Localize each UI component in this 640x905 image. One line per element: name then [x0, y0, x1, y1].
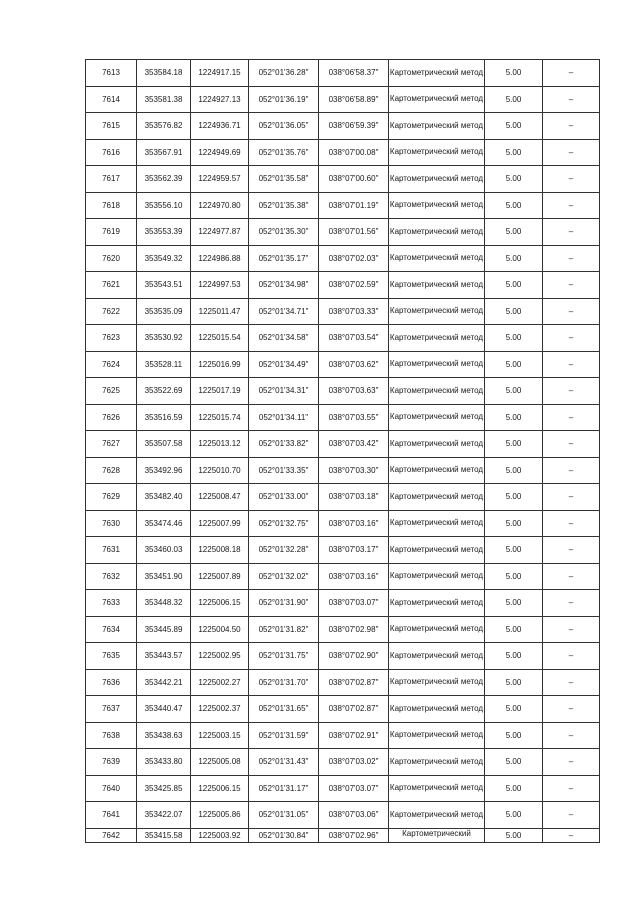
note-cell: –	[543, 351, 600, 378]
note-cell: –	[543, 245, 600, 272]
accuracy-cell: 5.00	[485, 139, 543, 166]
point-number-cell: 7618	[86, 192, 137, 219]
x-coordinate-cell: 353492.96	[137, 457, 191, 484]
x-coordinate-cell: 353576.82	[137, 113, 191, 140]
y-coordinate-cell: 1225002.95	[191, 643, 249, 670]
table-row	[86, 431, 600, 458]
longitude-cell: 038°06'59.39"	[319, 113, 389, 140]
table-row	[86, 351, 600, 378]
point-number-cell: 7641	[86, 802, 137, 829]
note-cell: –	[543, 696, 600, 723]
latitude-cell: 052°01'31.70"	[249, 669, 319, 696]
point-number-cell: 7636	[86, 669, 137, 696]
method-cell: Картометрический метод	[389, 749, 485, 776]
y-coordinate-cell: 1225016.99	[191, 351, 249, 378]
longitude-cell: 038°07'03.06"	[319, 802, 389, 829]
accuracy-cell: 5.00	[485, 272, 543, 299]
point-number-cell: 7623	[86, 325, 137, 352]
point-number-cell: 7640	[86, 775, 137, 802]
note-cell: –	[543, 272, 600, 299]
y-coordinate-cell: 1225006.15	[191, 775, 249, 802]
latitude-cell: 052°01'35.76"	[249, 139, 319, 166]
y-coordinate-cell: 1225013.12	[191, 431, 249, 458]
method-cell: Картометрический метод	[389, 643, 485, 670]
latitude-cell: 052°01'31.90"	[249, 590, 319, 617]
x-coordinate-cell: 353448.32	[137, 590, 191, 617]
table-row	[86, 219, 600, 246]
longitude-cell: 038°07'03.33"	[319, 298, 389, 325]
table-row	[86, 86, 600, 113]
point-number-cell: 7628	[86, 457, 137, 484]
point-number-cell: 7619	[86, 219, 137, 246]
longitude-cell: 038°07'00.08"	[319, 139, 389, 166]
accuracy-cell: 5.00	[485, 86, 543, 113]
x-coordinate-cell: 353425.85	[137, 775, 191, 802]
x-coordinate-cell: 353415.58	[137, 828, 191, 842]
y-coordinate-cell: 1225015.74	[191, 404, 249, 431]
y-coordinate-cell: 1224977.87	[191, 219, 249, 246]
table-row	[86, 378, 600, 405]
longitude-cell: 038°07'03.42"	[319, 431, 389, 458]
method-cell: Картометрический метод	[389, 590, 485, 617]
latitude-cell: 052°01'34.58"	[249, 325, 319, 352]
x-coordinate-cell: 353422.07	[137, 802, 191, 829]
note-cell: –	[543, 298, 600, 325]
note-cell: –	[543, 113, 600, 140]
note-cell: –	[543, 775, 600, 802]
latitude-cell: 052°01'32.02"	[249, 563, 319, 590]
y-coordinate-cell: 1225015.54	[191, 325, 249, 352]
y-coordinate-cell: 1225004.50	[191, 616, 249, 643]
accuracy-cell: 5.00	[485, 643, 543, 670]
longitude-cell: 038°07'02.59"	[319, 272, 389, 299]
longitude-cell: 038°07'03.07"	[319, 775, 389, 802]
latitude-cell: 052°01'30.84"	[249, 828, 319, 842]
table-row	[86, 563, 600, 590]
x-coordinate-cell: 353482.40	[137, 484, 191, 511]
y-coordinate-cell: 1224986.88	[191, 245, 249, 272]
accuracy-cell: 5.00	[485, 192, 543, 219]
accuracy-cell: 5.00	[485, 219, 543, 246]
point-number-cell: 7635	[86, 643, 137, 670]
point-number-cell: 7625	[86, 378, 137, 405]
point-number-cell: 7629	[86, 484, 137, 511]
accuracy-cell: 5.00	[485, 431, 543, 458]
accuracy-cell: 5.00	[485, 378, 543, 405]
latitude-cell: 052°01'33.35"	[249, 457, 319, 484]
note-cell: –	[543, 139, 600, 166]
note-cell: –	[543, 590, 600, 617]
table-row	[86, 775, 600, 802]
note-cell: –	[543, 802, 600, 829]
x-coordinate-cell: 353443.57	[137, 643, 191, 670]
table-row	[86, 802, 600, 829]
point-number-cell: 7622	[86, 298, 137, 325]
longitude-cell: 038°07'02.96"	[319, 828, 389, 842]
y-coordinate-cell: 1225008.18	[191, 537, 249, 564]
point-number-cell: 7614	[86, 86, 137, 113]
accuracy-cell: 5.00	[485, 749, 543, 776]
table-row	[86, 669, 600, 696]
x-coordinate-cell: 353556.10	[137, 192, 191, 219]
method-cell: Картометрический метод	[389, 219, 485, 246]
point-number-cell: 7627	[86, 431, 137, 458]
method-cell: Картометрический метод	[389, 139, 485, 166]
longitude-cell: 038°07'03.30"	[319, 457, 389, 484]
x-coordinate-cell: 353433.80	[137, 749, 191, 776]
table-row	[86, 139, 600, 166]
latitude-cell: 052°01'34.71"	[249, 298, 319, 325]
accuracy-cell: 5.00	[485, 775, 543, 802]
x-coordinate-cell: 353522.69	[137, 378, 191, 405]
point-number-cell: 7626	[86, 404, 137, 431]
method-cell: Картометрический метод	[389, 113, 485, 140]
longitude-cell: 038°07'02.91"	[319, 722, 389, 749]
accuracy-cell: 5.00	[485, 696, 543, 723]
point-number-cell: 7630	[86, 510, 137, 537]
document-page	[85, 59, 599, 843]
y-coordinate-cell: 1225017.19	[191, 378, 249, 405]
x-coordinate-cell: 353442.21	[137, 669, 191, 696]
longitude-cell: 038°07'02.87"	[319, 669, 389, 696]
latitude-cell: 052°01'31.82"	[249, 616, 319, 643]
method-cell: Картометрический метод	[389, 722, 485, 749]
longitude-cell: 038°07'03.07"	[319, 590, 389, 617]
y-coordinate-cell: 1225005.86	[191, 802, 249, 829]
point-number-cell: 7631	[86, 537, 137, 564]
table-row	[86, 537, 600, 564]
latitude-cell: 052°01'35.38"	[249, 192, 319, 219]
y-coordinate-cell: 1225011.47	[191, 298, 249, 325]
x-coordinate-cell: 353549.32	[137, 245, 191, 272]
note-cell: –	[543, 378, 600, 405]
longitude-cell: 038°07'02.90"	[319, 643, 389, 670]
coordinates-table	[85, 59, 600, 843]
accuracy-cell: 5.00	[485, 510, 543, 537]
y-coordinate-cell: 1224949.69	[191, 139, 249, 166]
longitude-cell: 038°07'03.62"	[319, 351, 389, 378]
note-cell: –	[543, 431, 600, 458]
longitude-cell: 038°07'03.17"	[319, 537, 389, 564]
y-coordinate-cell: 1225008.47	[191, 484, 249, 511]
x-coordinate-cell: 353445.89	[137, 616, 191, 643]
y-coordinate-cell: 1224970.80	[191, 192, 249, 219]
y-coordinate-cell: 1224936.71	[191, 113, 249, 140]
method-cell: Картометрический метод	[389, 696, 485, 723]
table-row	[86, 590, 600, 617]
point-number-cell: 7639	[86, 749, 137, 776]
point-number-cell: 7613	[86, 60, 137, 87]
latitude-cell: 052°01'36.19"	[249, 86, 319, 113]
longitude-cell: 038°07'03.02"	[319, 749, 389, 776]
accuracy-cell: 5.00	[485, 563, 543, 590]
point-number-cell: 7621	[86, 272, 137, 299]
point-number-cell: 7617	[86, 166, 137, 193]
method-cell: Картометрический метод	[389, 510, 485, 537]
latitude-cell: 052°01'32.75"	[249, 510, 319, 537]
table-row	[86, 616, 600, 643]
y-coordinate-cell: 1225002.37	[191, 696, 249, 723]
point-number-cell: 7616	[86, 139, 137, 166]
accuracy-cell: 5.00	[485, 404, 543, 431]
table-row	[86, 749, 600, 776]
method-cell: Картометрический метод	[389, 378, 485, 405]
longitude-cell: 038°07'03.18"	[319, 484, 389, 511]
point-number-cell: 7638	[86, 722, 137, 749]
accuracy-cell: 5.00	[485, 537, 543, 564]
latitude-cell: 052°01'31.65"	[249, 696, 319, 723]
x-coordinate-cell: 353562.39	[137, 166, 191, 193]
note-cell: –	[543, 722, 600, 749]
x-coordinate-cell: 353507.58	[137, 431, 191, 458]
accuracy-cell: 5.00	[485, 669, 543, 696]
longitude-cell: 038°07'03.16"	[319, 510, 389, 537]
accuracy-cell: 5.00	[485, 166, 543, 193]
latitude-cell: 052°01'31.75"	[249, 643, 319, 670]
latitude-cell: 052°01'36.28"	[249, 60, 319, 87]
note-cell: –	[543, 484, 600, 511]
accuracy-cell: 5.00	[485, 325, 543, 352]
longitude-cell: 038°07'01.56"	[319, 219, 389, 246]
latitude-cell: 052°01'33.00"	[249, 484, 319, 511]
x-coordinate-cell: 353543.51	[137, 272, 191, 299]
y-coordinate-cell: 1225003.15	[191, 722, 249, 749]
note-cell: –	[543, 537, 600, 564]
longitude-cell: 038°07'02.87"	[319, 696, 389, 723]
method-cell: Картометрический метод	[389, 431, 485, 458]
accuracy-cell: 5.00	[485, 616, 543, 643]
note-cell: –	[543, 643, 600, 670]
table-row	[86, 722, 600, 749]
table-row	[86, 192, 600, 219]
latitude-cell: 052°01'31.17"	[249, 775, 319, 802]
x-coordinate-cell: 353528.11	[137, 351, 191, 378]
longitude-cell: 038°06'58.89"	[319, 86, 389, 113]
table-body	[86, 60, 600, 843]
note-cell: –	[543, 510, 600, 537]
method-cell: Картометрический метод	[389, 775, 485, 802]
x-coordinate-cell: 353438.63	[137, 722, 191, 749]
longitude-cell: 038°07'03.16"	[319, 563, 389, 590]
x-coordinate-cell: 353584.18	[137, 60, 191, 87]
latitude-cell: 052°01'31.59"	[249, 722, 319, 749]
method-cell: Картометрический метод	[389, 563, 485, 590]
accuracy-cell: 5.00	[485, 60, 543, 87]
longitude-cell: 038°07'03.63"	[319, 378, 389, 405]
accuracy-cell: 5.00	[485, 802, 543, 829]
method-cell: Картометрический метод	[389, 802, 485, 829]
y-coordinate-cell: 1225007.89	[191, 563, 249, 590]
y-coordinate-cell: 1224959.57	[191, 166, 249, 193]
x-coordinate-cell: 353581.38	[137, 86, 191, 113]
y-coordinate-cell: 1225003.92	[191, 828, 249, 842]
table-row	[86, 113, 600, 140]
longitude-cell: 038°07'02.03"	[319, 245, 389, 272]
method-cell: Картометрический метод	[389, 86, 485, 113]
note-cell: –	[543, 166, 600, 193]
y-coordinate-cell: 1225006.15	[191, 590, 249, 617]
latitude-cell: 052°01'36.05"	[249, 113, 319, 140]
table-row	[86, 245, 600, 272]
method-cell: Картометрический метод	[389, 272, 485, 299]
table-row	[86, 166, 600, 193]
table-row	[86, 484, 600, 511]
point-number-cell: 7634	[86, 616, 137, 643]
latitude-cell: 052°01'31.43"	[249, 749, 319, 776]
table-row	[86, 510, 600, 537]
accuracy-cell: 5.00	[485, 457, 543, 484]
x-coordinate-cell: 353535.09	[137, 298, 191, 325]
point-number-cell: 7620	[86, 245, 137, 272]
table-row	[86, 298, 600, 325]
longitude-cell: 038°06'58.37"	[319, 60, 389, 87]
method-cell: Картометрический	[389, 828, 485, 842]
note-cell: –	[543, 404, 600, 431]
y-coordinate-cell: 1225007.99	[191, 510, 249, 537]
latitude-cell: 052°01'34.49"	[249, 351, 319, 378]
accuracy-cell: 5.00	[485, 113, 543, 140]
note-cell: –	[543, 749, 600, 776]
method-cell: Картометрический метод	[389, 166, 485, 193]
note-cell: –	[543, 86, 600, 113]
x-coordinate-cell: 353451.90	[137, 563, 191, 590]
accuracy-cell: 5.00	[485, 590, 543, 617]
latitude-cell: 052°01'34.31"	[249, 378, 319, 405]
method-cell: Картометрический метод	[389, 669, 485, 696]
x-coordinate-cell: 353516.59	[137, 404, 191, 431]
point-number-cell: 7633	[86, 590, 137, 617]
note-cell: –	[543, 325, 600, 352]
accuracy-cell: 5.00	[485, 722, 543, 749]
note-cell: –	[543, 563, 600, 590]
x-coordinate-cell: 353460.03	[137, 537, 191, 564]
method-cell: Картометрический метод	[389, 60, 485, 87]
longitude-cell: 038°07'02.98"	[319, 616, 389, 643]
table-row	[86, 325, 600, 352]
latitude-cell: 052°01'35.17"	[249, 245, 319, 272]
latitude-cell: 052°01'32.28"	[249, 537, 319, 564]
x-coordinate-cell: 353567.91	[137, 139, 191, 166]
y-coordinate-cell: 1225002.27	[191, 669, 249, 696]
table-row	[86, 828, 600, 842]
method-cell: Картометрический метод	[389, 616, 485, 643]
y-coordinate-cell: 1224997.53	[191, 272, 249, 299]
latitude-cell: 052°01'31.05"	[249, 802, 319, 829]
table-row	[86, 696, 600, 723]
latitude-cell: 052°01'33.82"	[249, 431, 319, 458]
point-number-cell: 7637	[86, 696, 137, 723]
table-row	[86, 60, 600, 87]
accuracy-cell: 5.00	[485, 484, 543, 511]
y-coordinate-cell: 1224927.13	[191, 86, 249, 113]
note-cell: –	[543, 828, 600, 842]
method-cell: Картометрический метод	[389, 351, 485, 378]
accuracy-cell: 5.00	[485, 351, 543, 378]
longitude-cell: 038°07'03.54"	[319, 325, 389, 352]
longitude-cell: 038°07'01.19"	[319, 192, 389, 219]
method-cell: Картометрический метод	[389, 457, 485, 484]
note-cell: –	[543, 457, 600, 484]
method-cell: Картометрический метод	[389, 192, 485, 219]
y-coordinate-cell: 1224917.15	[191, 60, 249, 87]
note-cell: –	[543, 616, 600, 643]
y-coordinate-cell: 1225010.70	[191, 457, 249, 484]
point-number-cell: 7615	[86, 113, 137, 140]
method-cell: Картометрический метод	[389, 404, 485, 431]
x-coordinate-cell: 353530.92	[137, 325, 191, 352]
method-cell: Картометрический метод	[389, 245, 485, 272]
table-row	[86, 404, 600, 431]
x-coordinate-cell: 353474.46	[137, 510, 191, 537]
method-cell: Картометрический метод	[389, 325, 485, 352]
table-row	[86, 643, 600, 670]
latitude-cell: 052°01'35.30"	[249, 219, 319, 246]
point-number-cell: 7642	[86, 828, 137, 842]
accuracy-cell: 5.00	[485, 828, 543, 842]
point-number-cell: 7624	[86, 351, 137, 378]
latitude-cell: 052°01'34.98"	[249, 272, 319, 299]
longitude-cell: 038°07'03.55"	[319, 404, 389, 431]
y-coordinate-cell: 1225005.08	[191, 749, 249, 776]
method-cell: Картометрический метод	[389, 298, 485, 325]
note-cell: –	[543, 192, 600, 219]
note-cell: –	[543, 60, 600, 87]
longitude-cell: 038°07'00.60"	[319, 166, 389, 193]
table-row	[86, 457, 600, 484]
table-row	[86, 272, 600, 299]
method-cell: Картометрический метод	[389, 484, 485, 511]
method-cell: Картометрический метод	[389, 537, 485, 564]
accuracy-cell: 5.00	[485, 245, 543, 272]
latitude-cell: 052°01'35.58"	[249, 166, 319, 193]
accuracy-cell: 5.00	[485, 298, 543, 325]
latitude-cell: 052°01'34.11"	[249, 404, 319, 431]
x-coordinate-cell: 353553.39	[137, 219, 191, 246]
point-number-cell: 7632	[86, 563, 137, 590]
note-cell: –	[543, 219, 600, 246]
note-cell: –	[543, 669, 600, 696]
x-coordinate-cell: 353440.47	[137, 696, 191, 723]
